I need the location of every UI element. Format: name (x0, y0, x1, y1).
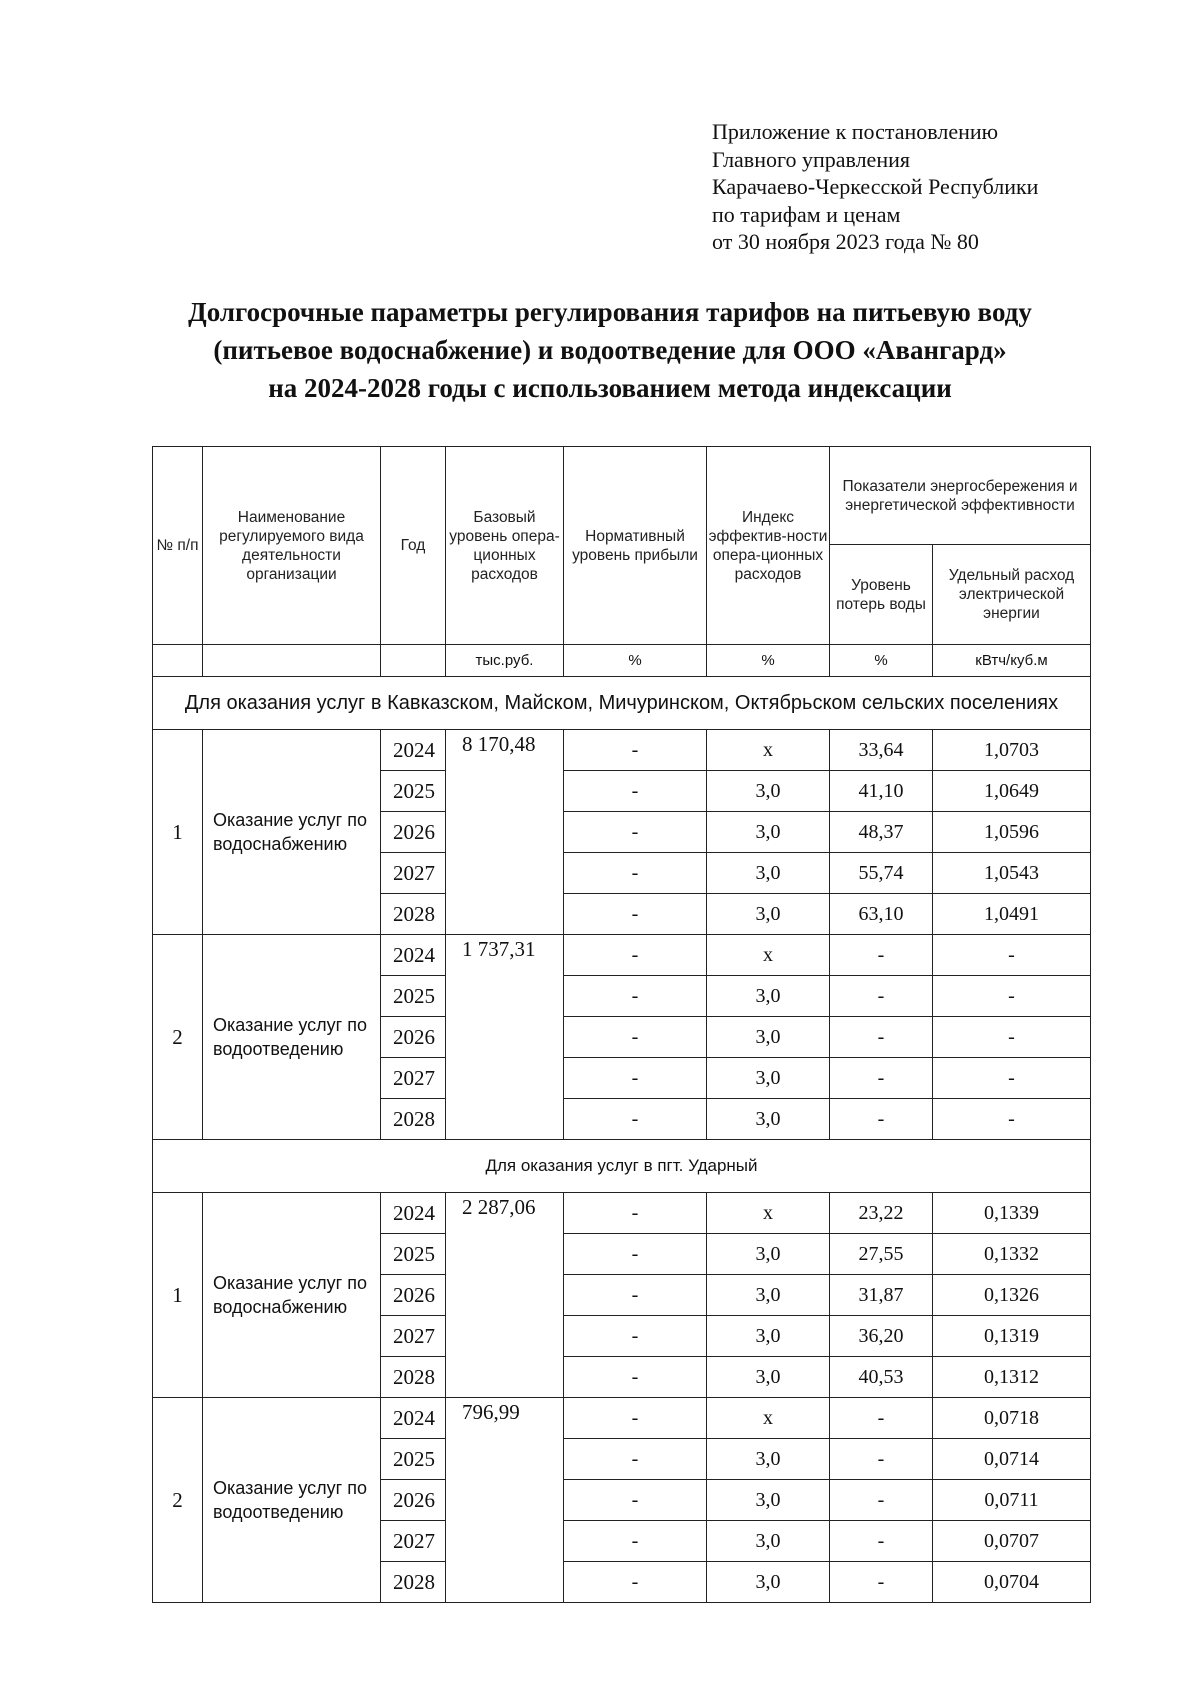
loss-cell: - (830, 1398, 933, 1439)
index-cell: 3,0 (707, 1357, 830, 1398)
header-name: Наименование регулируемого вида деятельности организации (203, 447, 381, 645)
profit-cell: - (564, 894, 707, 935)
energy-cell: - (933, 935, 1091, 976)
service-name: Оказание услуг по водоснабжению (203, 1193, 381, 1398)
appendix-line: Приложение к постановлению (712, 119, 999, 144)
index-cell: 3,0 (707, 976, 830, 1017)
header-energy-group: Показатели энергосбережения и энергетической эффективности (830, 447, 1091, 545)
index-cell: 3,0 (707, 1017, 830, 1058)
index-cell: 3,0 (707, 1521, 830, 1562)
year-cell: 2027 (381, 853, 446, 894)
profit-cell: - (564, 1357, 707, 1398)
unit-loss: % (830, 645, 933, 677)
section-title: Для оказания услуг в Кавказском, Майском, Мичуринском, Октябрьском сельских поселениях (153, 677, 1091, 730)
units-row (153, 645, 1091, 677)
loss-cell: - (830, 1480, 933, 1521)
year-cell: 2027 (381, 1521, 446, 1562)
energy-cell: - (933, 1058, 1091, 1099)
energy-cell: 0,1326 (933, 1275, 1091, 1316)
index-cell: 3,0 (707, 812, 830, 853)
year-cell: 2024 (381, 730, 446, 771)
profit-cell: - (564, 1058, 707, 1099)
index-cell: 3,0 (707, 1439, 830, 1480)
appendix-line: Карачаево-Черкесской Республики (712, 174, 1039, 199)
base-costs-value: 796,99 (446, 1398, 564, 1603)
year-cell: 2025 (381, 976, 446, 1017)
energy-cell: 1,0703 (933, 730, 1091, 771)
loss-cell: - (830, 1439, 933, 1480)
service-name: Оказание услуг по водоснабжению (203, 730, 381, 935)
index-cell: 3,0 (707, 1562, 830, 1603)
profit-cell: - (564, 935, 707, 976)
energy-cell: 0,0714 (933, 1439, 1091, 1480)
unit-index: % (707, 645, 830, 677)
energy-cell: - (933, 1099, 1091, 1140)
index-cell: 3,0 (707, 771, 830, 812)
title-line: Долгосрочные параметры регулирования тарифов на питьевую воду (188, 297, 1032, 327)
loss-cell: 63,10 (830, 894, 933, 935)
profit-cell: - (564, 771, 707, 812)
service-name: Оказание услуг по водоотведению (203, 1398, 381, 1603)
index-cell: 3,0 (707, 1099, 830, 1140)
energy-cell: 0,1339 (933, 1193, 1091, 1234)
year-cell: 2026 (381, 1017, 446, 1058)
section-title: Для оказания услуг в пгт. Ударный (153, 1140, 1091, 1193)
year-cell: 2024 (381, 1398, 446, 1439)
profit-cell: - (564, 730, 707, 771)
index-cell: 3,0 (707, 853, 830, 894)
year-cell: 2027 (381, 1058, 446, 1099)
header-base-costs: Базовый уровень опера-ционных расходов (446, 447, 564, 645)
tariff-parameters-table (152, 446, 1091, 1603)
base-costs-value: 2 287,06 (446, 1193, 564, 1398)
appendix-line: Главного управления (712, 146, 910, 172)
profit-cell: - (564, 1099, 707, 1140)
profit-cell: - (564, 1316, 707, 1357)
energy-cell: 0,0711 (933, 1480, 1091, 1521)
block-number: 2 (153, 1398, 203, 1603)
profit-cell: - (564, 812, 707, 853)
unit-empty (203, 645, 381, 677)
loss-cell: 33,64 (830, 730, 933, 771)
loss-cell: 40,53 (830, 1357, 933, 1398)
energy-cell: 0,1332 (933, 1234, 1091, 1275)
header-water-loss: Уровень потерь воды (830, 545, 933, 645)
unit-profit: % (564, 645, 707, 677)
year-cell: 2024 (381, 1193, 446, 1234)
energy-cell: 1,0596 (933, 812, 1091, 853)
year-cell: 2026 (381, 1275, 446, 1316)
loss-cell: - (830, 1099, 933, 1140)
profit-cell: - (564, 1562, 707, 1603)
loss-cell: - (830, 1521, 933, 1562)
loss-cell: 31,87 (830, 1275, 933, 1316)
base-costs-value: 8 170,48 (446, 730, 564, 935)
loss-cell: - (830, 1017, 933, 1058)
loss-cell: - (830, 976, 933, 1017)
profit-cell: - (564, 1275, 707, 1316)
year-cell: 2026 (381, 812, 446, 853)
profit-cell: - (564, 1398, 707, 1439)
profit-cell: - (564, 1234, 707, 1275)
profit-cell: - (564, 1480, 707, 1521)
service-name: Оказание услуг по водоотведению (203, 935, 381, 1140)
index-cell: 3,0 (707, 1480, 830, 1521)
appendix-note (712, 118, 1038, 256)
energy-cell: 1,0491 (933, 894, 1091, 935)
profit-cell: - (564, 1439, 707, 1480)
year-cell: 2028 (381, 1562, 446, 1603)
profit-cell: - (564, 1017, 707, 1058)
profit-cell: - (564, 853, 707, 894)
appendix-line: от 30 ноября 2023 года № 80 (712, 229, 979, 254)
index-cell: 3,0 (707, 894, 830, 935)
year-cell: 2027 (381, 1316, 446, 1357)
profit-cell: - (564, 1193, 707, 1234)
profit-cell: - (564, 976, 707, 1017)
index-cell: x (707, 1193, 830, 1234)
header-profit: Нормативный уровень прибыли (564, 447, 707, 645)
header-efficiency-index: Индекс эффектив-ности опера-ционных расходов (707, 447, 830, 645)
energy-cell: - (933, 976, 1091, 1017)
energy-cell: 0,1312 (933, 1357, 1091, 1398)
block-number: 2 (153, 935, 203, 1140)
energy-cell: 0,0718 (933, 1398, 1091, 1439)
unit-empty (153, 645, 203, 677)
base-costs-value: 1 737,31 (446, 935, 564, 1140)
index-cell: x (707, 730, 830, 771)
loss-cell: 36,20 (830, 1316, 933, 1357)
year-cell: 2028 (381, 1099, 446, 1140)
year-cell: 2025 (381, 1234, 446, 1275)
year-cell: 2025 (381, 771, 446, 812)
energy-cell: 0,1319 (933, 1316, 1091, 1357)
header-num: № п/п (153, 447, 203, 645)
loss-cell: 48,37 (830, 812, 933, 853)
loss-cell: 55,74 (830, 853, 933, 894)
energy-cell: 1,0543 (933, 853, 1091, 894)
block-number: 1 (153, 730, 203, 935)
appendix-line: по тарифам и ценам (712, 201, 901, 227)
index-cell: 3,0 (707, 1234, 830, 1275)
energy-cell: 1,0649 (933, 771, 1091, 812)
index-cell: 3,0 (707, 1316, 830, 1357)
unit-base: тыс.руб. (446, 645, 564, 677)
unit-energy: кВтч/куб.м (933, 645, 1091, 677)
loss-cell: - (830, 1562, 933, 1603)
index-cell: 3,0 (707, 1058, 830, 1099)
loss-cell: 27,55 (830, 1234, 933, 1275)
energy-cell: - (933, 1017, 1091, 1058)
loss-cell: - (830, 935, 933, 976)
energy-cell: 0,0704 (933, 1562, 1091, 1603)
year-cell: 2025 (381, 1439, 446, 1480)
header-year: Год (381, 447, 446, 645)
energy-cell: 0,0707 (933, 1521, 1091, 1562)
index-cell: 3,0 (707, 1275, 830, 1316)
year-cell: 2028 (381, 1357, 446, 1398)
unit-empty (381, 645, 446, 677)
loss-cell: 23,22 (830, 1193, 933, 1234)
loss-cell: 41,10 (830, 771, 933, 812)
index-cell: x (707, 935, 830, 976)
block-number: 1 (153, 1193, 203, 1398)
header-energy-consumption: Удельный расход электрической энергии (933, 545, 1091, 645)
document-title (60, 293, 1160, 407)
title-line: на 2024-2028 годы с использованием метода индексации (268, 373, 952, 403)
year-cell: 2026 (381, 1480, 446, 1521)
year-cell: 2028 (381, 894, 446, 935)
title-line: (питьевое водоснабжение) и водоотведение для ООО «Авангард» (213, 335, 1007, 365)
index-cell: x (707, 1398, 830, 1439)
year-cell: 2024 (381, 935, 446, 976)
loss-cell: - (830, 1058, 933, 1099)
profit-cell: - (564, 1521, 707, 1562)
